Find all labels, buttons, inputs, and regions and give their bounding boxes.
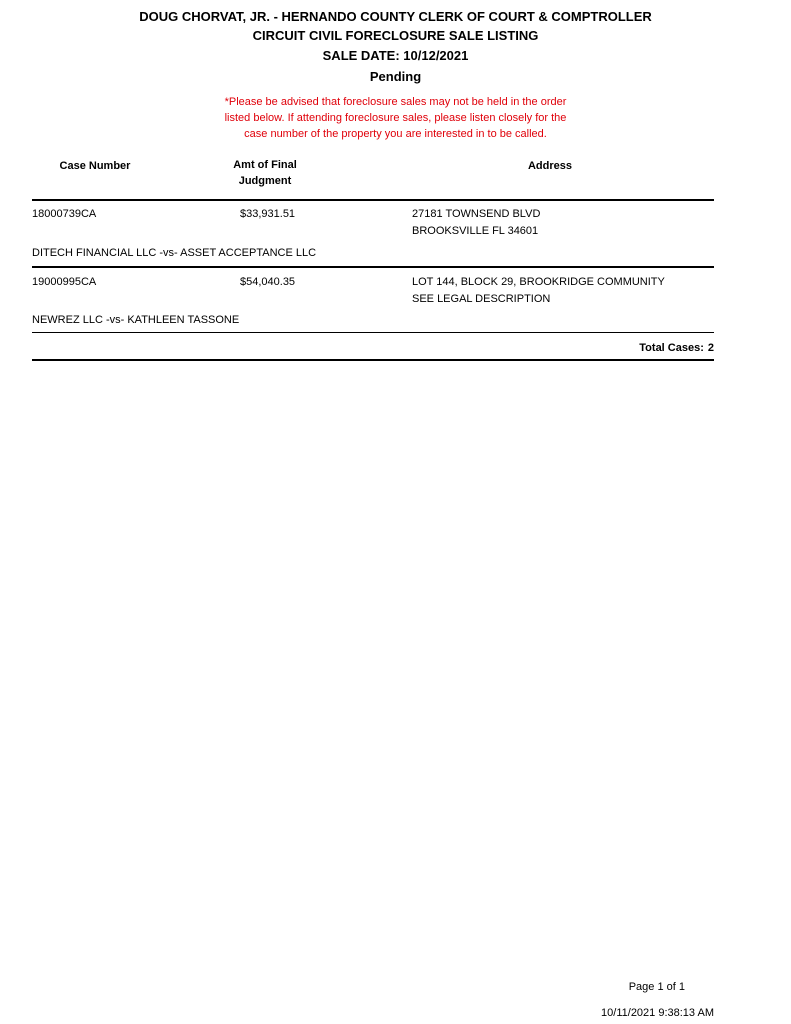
case-parties: DITECH FINANCIAL LLC -vs- ASSET ACCEPTANCE LLC	[32, 247, 317, 259]
total-divider	[32, 359, 714, 361]
clerk-title: DOUG CHORVAT, JR. - HERNANDO COUNTY CLERK OF COURT & COMPTROLLER	[139, 9, 652, 24]
table-bottom-divider	[32, 332, 714, 333]
case-number: 18000739CA	[32, 208, 97, 220]
notice-line-1: *Please be advised that foreclosure sales may not be held in the order	[224, 96, 567, 108]
column-header-amount	[205, 157, 325, 189]
print-timestamp: 10/11/2021 9:38:13 AM	[601, 1007, 714, 1019]
column-header-amount-line-1: Amt of Final	[233, 159, 297, 171]
column-header-address: Address	[527, 160, 573, 172]
address-line-1: 27181 TOWNSEND BLVD	[412, 208, 541, 220]
listing-title: CIRCUIT CIVIL FORECLOSURE SALE LISTING	[252, 28, 539, 43]
address-line-1: LOT 144, BLOCK 29, BROOKRIDGE COMMUNITY	[412, 276, 665, 288]
judgment-amount: $33,931.51	[240, 208, 296, 220]
notice-line-2: listed below. If attending foreclosure sales, please listen closely for the	[224, 112, 567, 124]
sale-date: SALE DATE: 10/12/2021	[322, 48, 469, 63]
column-header-case-number: Case Number	[59, 160, 131, 172]
notice-line-3: case number of the property you are interested in to be called.	[244, 128, 547, 140]
total-cases-value: 2	[707, 342, 714, 354]
case-parties: NEWREZ LLC -vs- KATHLEEN TASSONE	[32, 314, 240, 326]
total-cases-label: Total Cases:	[639, 342, 704, 354]
case-number: 19000995CA	[32, 276, 97, 288]
judgment-amount: $54,040.35	[240, 276, 296, 288]
sale-status: Pending	[369, 69, 422, 84]
page-number: Page 1 of 1	[628, 981, 685, 993]
header-divider	[32, 199, 714, 201]
total-cases	[639, 340, 714, 356]
address-line-2: BROOKSVILLE FL 34601	[412, 225, 539, 237]
row-divider	[32, 266, 714, 268]
column-header-amount-line-2: Judgment	[238, 175, 292, 187]
address-line-2: SEE LEGAL DESCRIPTION	[412, 293, 551, 305]
